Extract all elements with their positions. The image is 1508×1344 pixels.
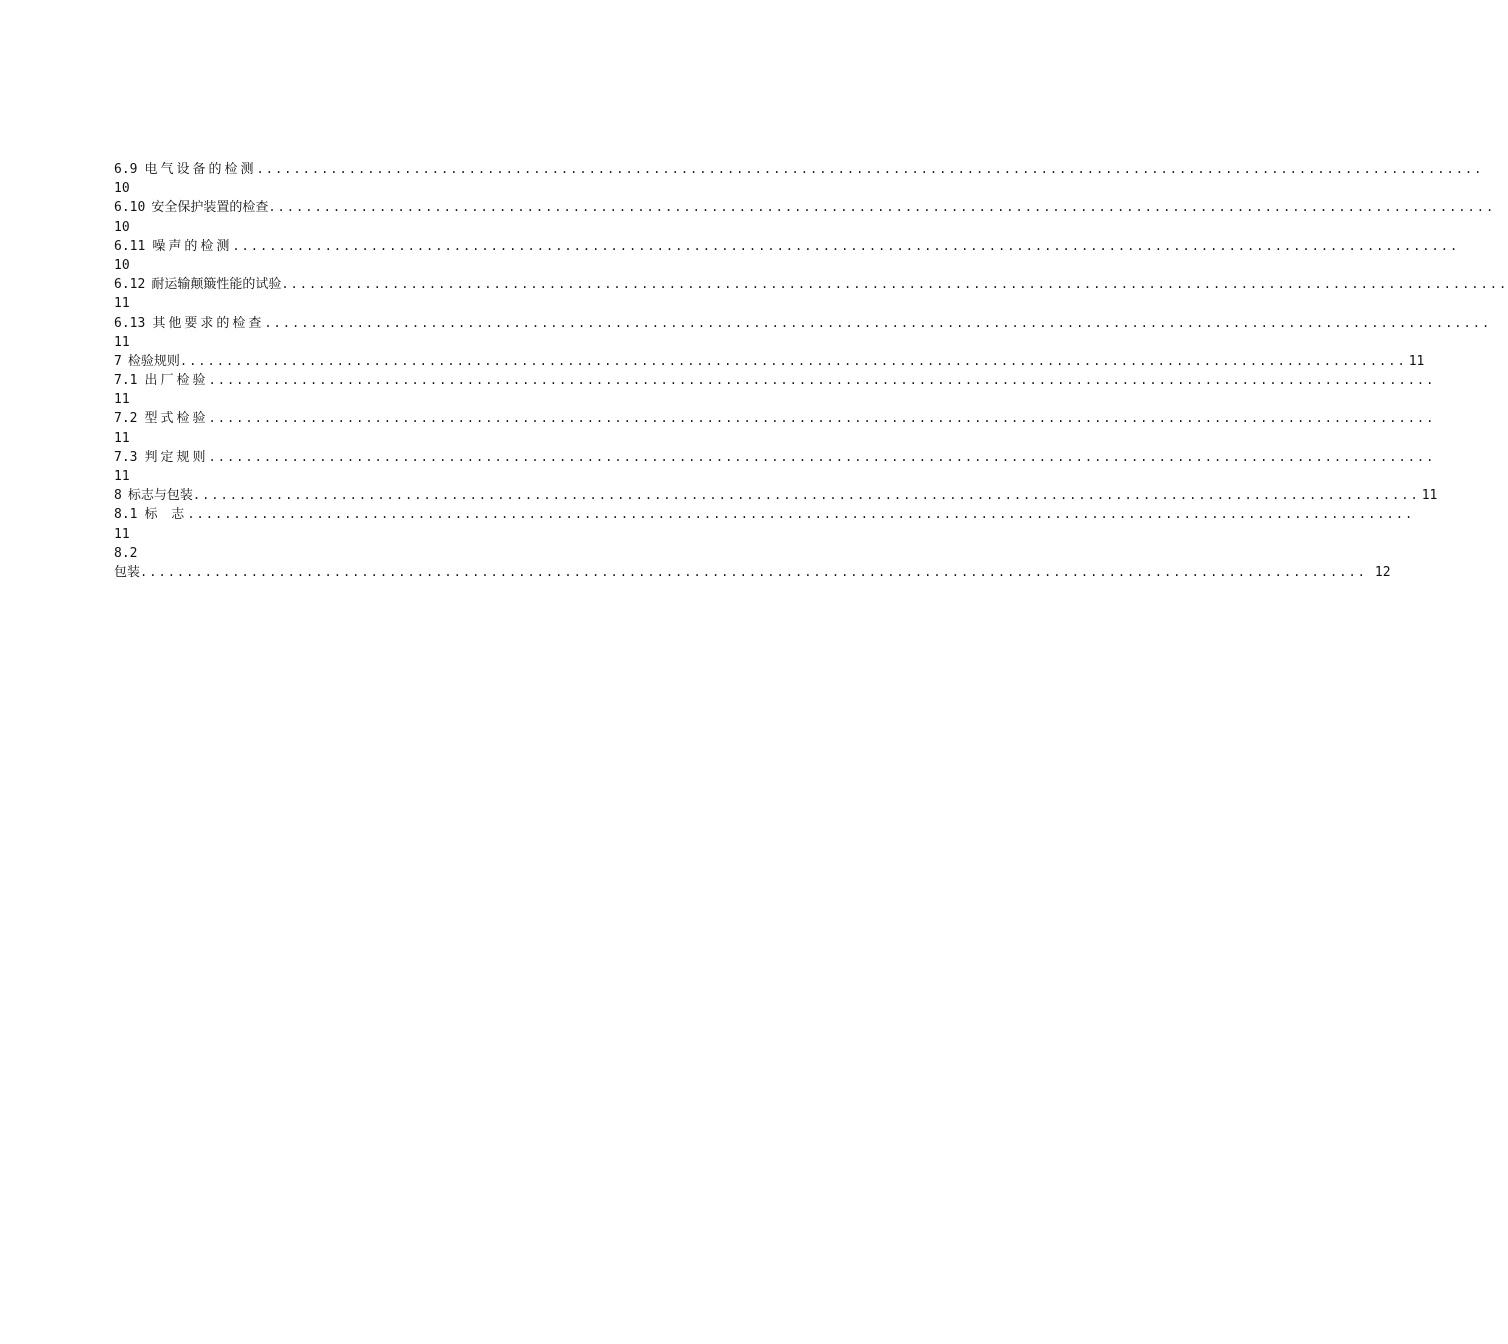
toc-entry-page: 10	[114, 257, 130, 273]
toc-dot-leader: .....................................................................................................................................	[208, 373, 1436, 388]
toc-dot-leader: .....................................................................................................................................	[268, 200, 1496, 215]
toc-entry-title: 标志与包装	[127, 488, 193, 504]
toc-entry-number: 8.1	[114, 507, 138, 523]
toc-entry-title: 型式检验	[144, 411, 209, 427]
toc-entry-6-9[interactable]	[114, 160, 1484, 179]
toc-entry-6-11[interactable]	[114, 237, 1460, 256]
toc-entry-title: 电气设备的检测	[144, 162, 257, 177]
toc-entry-page: 11	[114, 334, 130, 350]
toc-entry-number: 6.11	[114, 238, 146, 254]
toc-entry-page: 10	[114, 181, 130, 197]
toc-entry-page: 11	[114, 430, 130, 446]
toc-entry-number: 7.2	[114, 411, 138, 427]
toc-entry-8-2[interactable]	[114, 563, 1391, 582]
toc-entry-page: 11	[114, 469, 130, 484]
toc-entry-title: 噪声的检测	[152, 238, 233, 254]
toc-entry-8-1[interactable]	[114, 505, 1415, 524]
toc-entry-number: 6.9	[114, 162, 138, 177]
toc-dot-leader: .....................................................................................................................................	[232, 238, 1460, 253]
toc-entry-page: 10	[114, 219, 130, 235]
table-of-contents	[114, 160, 1508, 582]
toc-dot-leader: .....................................................................................................................................	[208, 449, 1436, 464]
toc-entry-title: 判定规则	[144, 449, 209, 465]
toc-entry-number: 7.3	[114, 449, 138, 465]
toc-entry-7-3[interactable]	[114, 448, 1436, 467]
toc-dot-leader: .....................................................................................................................................	[179, 353, 1407, 368]
toc-entry-6-12[interactable]	[114, 275, 1508, 294]
toc-entry-8[interactable]	[114, 486, 1438, 505]
toc-entry-7[interactable]	[114, 352, 1425, 371]
toc-entry-page: 11	[1408, 353, 1425, 369]
toc-entry-page: 11	[1421, 488, 1438, 504]
toc-dot-leader: .....................................................................................................................................	[192, 488, 1420, 503]
toc-entry-6-10[interactable]	[114, 198, 1496, 217]
toc-entry-page: 11	[114, 392, 130, 408]
toc-entry-page: 12	[1374, 564, 1391, 580]
toc-entry-title: 其他要求的检查	[152, 315, 265, 331]
toc-entry-title: 检验规则	[127, 353, 180, 369]
toc-entry-number: 6.10	[114, 200, 146, 216]
toc-entry-number: 8	[114, 488, 122, 504]
toc-entry-number: 7.1	[114, 373, 138, 389]
toc-entry-page: 11	[114, 526, 130, 542]
toc-entry-title: 标 志	[144, 507, 188, 523]
toc-entry-7-2[interactable]	[114, 409, 1436, 428]
toc-dot-leader: .....................................................................................................................................	[208, 411, 1436, 426]
toc-entry-title: 包装	[114, 564, 141, 580]
toc-entry-title: 出厂检验	[144, 373, 209, 389]
toc-entry-title: 耐运输颠簸性能的试验	[151, 277, 282, 293]
toc-entry-6-13[interactable]	[114, 314, 1492, 333]
toc-dot-leader: .....................................................................................................................................	[187, 507, 1415, 522]
toc-dot-leader: .....................................................................................................................................	[264, 315, 1492, 330]
toc-dot-leader: .....................................................................................................................................	[140, 564, 1367, 579]
toc-dot-leader: .....................................................................................................................................	[281, 277, 1508, 292]
toc-entry-7-1[interactable]	[114, 371, 1436, 390]
toc-entry-title: 安全保护装置的检查	[151, 200, 269, 216]
toc-entry-number: 6.13	[114, 315, 146, 331]
toc-entry-page: 11	[114, 296, 130, 312]
toc-entry-number: 8.2	[114, 545, 138, 561]
toc-entry-number: 7	[114, 353, 122, 369]
toc-entry-number: 6.12	[114, 277, 146, 293]
toc-dot-leader: .....................................................................................................................................	[256, 162, 1484, 176]
